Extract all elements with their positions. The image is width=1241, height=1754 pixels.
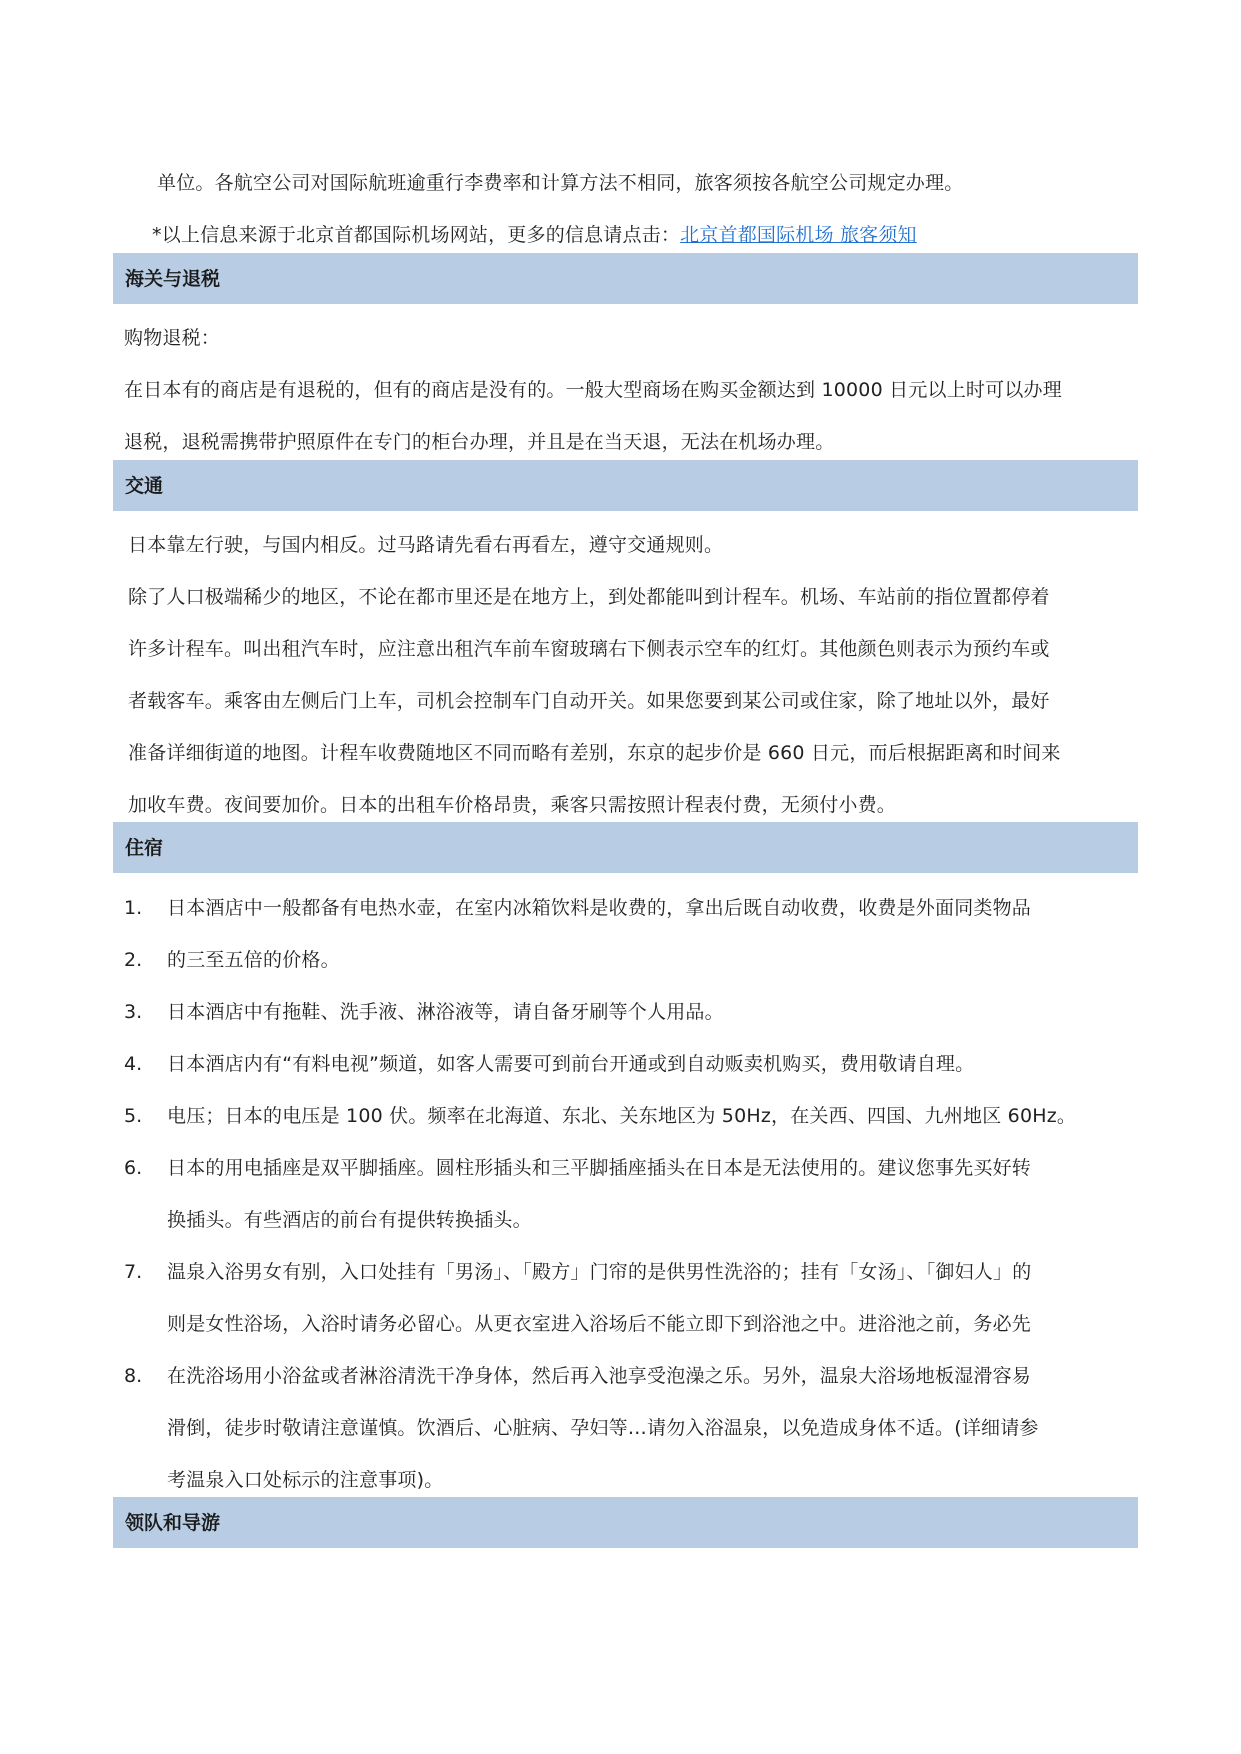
airport-guide-link[interactable]: 北京首都国际机场 旅客须知 (680, 224, 917, 246)
section-header-lodging (113, 822, 1138, 873)
customs-line: 在日本有的商店是有退税的，但有的商店是没有的。一般大型商场在购买金额达到 10000 日元以上时可以办理 (124, 379, 1062, 401)
list-number: 7. (124, 1261, 143, 1283)
list-item: 日本酒店中一般都备有电热水壶，在室内冰箱饮料是收费的，拿出后既自动收费，收费是外面同类物品 (167, 897, 1032, 919)
list-item: 在洗浴场用小浴盆或者淋浴清洗干净身体，然后再入池享受泡澡之乐。另外，温泉大浴场地板湿滑容易 (167, 1365, 1032, 1387)
traffic-line: 除了人口极端稀少的地区，不论在都市里还是在地方上，到处都能叫到计程车。机场、车站前的指位置都停着 (128, 586, 1050, 608)
list-item-continuation: 考温泉入口处标示的注意事项)。 (167, 1469, 444, 1491)
list-item: 日本的用电插座是双平脚插座。圆柱形插头和三平脚插座插头在日本是无法使用的。建议您事先买好转 (167, 1157, 1032, 1179)
traffic-line: 准备详细街道的地图。计程车收费随地区不同而略有差别，东京的起步价是 660 日元，而后根据距离和时间来 (128, 742, 1061, 764)
list-item: 温泉入浴男女有别，入口处挂有「男汤」、「殿方」门帘的是供男性洗浴的；挂有「女汤」、「御妇人」的 (167, 1261, 1032, 1283)
section-title-guides: 领队和导游 (125, 1512, 221, 1534)
traffic-line: 者载客车。乘客由左侧后门上车，司机会控制车门自动开关。如果您要到某公司或住家，除了地址以外，最好 (128, 690, 1050, 712)
traffic-line: 许多计程车。叫出租汽车时，应注意出租汽车前车窗玻璃右下侧表示空车的红灯。其他颜色则表示为预约车或 (128, 638, 1050, 660)
list-number: 6. (124, 1157, 143, 1179)
section-title-lodging: 住宿 (125, 837, 164, 859)
section-header-guides (113, 1497, 1138, 1548)
traffic-line: 加收车费。夜间要加价。日本的出租车价格昂贵，乘客只需按照计程表付费，无须付小费。 (128, 794, 897, 816)
section-header-traffic (113, 460, 1138, 511)
section-title-customs: 海关与退税 (125, 268, 221, 290)
traffic-line: 日本靠左行驶，与国内相反。过马路请先看右再看左，遵守交通规则。 (128, 534, 724, 556)
list-item: 的三至五倍的价格。 (167, 949, 340, 971)
list-item-continuation: 则是女性浴场，入浴时请务必留心。从更衣室进入浴场后不能立即下到浴池之中。进浴池之前，务必先 (167, 1313, 1032, 1335)
list-number: 5. (124, 1105, 143, 1127)
list-item: 电压；日本的电压是 100 伏。频率在北海道、东北、关东地区为 50Hz，在关西、四国、九州地区 60Hz。 (167, 1105, 1077, 1127)
list-number: 3. (124, 1001, 143, 1023)
list-item-continuation: 滑倒，徒步时敬请注意谨慎。饮酒后、心脏病、孕妇等…请勿入浴温泉，以免造成身体不适。(详细请参 (167, 1417, 1039, 1439)
list-number: 1. (124, 897, 143, 919)
section-title-traffic: 交通 (125, 475, 164, 497)
source-note: *以上信息来源于北京首都国际机场网站，更多的信息请点击： (152, 224, 681, 246)
list-number: 2. (124, 949, 143, 971)
list-number: 4. (124, 1053, 143, 1075)
list-item: 日本酒店内有“有料电视”频道，如客人需要可到前台开通或到自动贩卖机购买，费用敬请自理。 (167, 1053, 975, 1075)
list-item: 日本酒店中有拖鞋、洗手液、淋浴液等，请自备牙刷等个人用品。 (167, 1001, 724, 1023)
customs-line: 退税，退税需携带护照原件在专门的柜台办理，并且是在当天退，无法在机场办理。 (124, 431, 835, 453)
customs-line: 购物退税： (124, 327, 221, 349)
list-item-continuation: 换插头。有些酒店的前台有提供转换插头。 (167, 1209, 532, 1231)
list-number: 8. (124, 1365, 143, 1387)
section-header-customs (113, 253, 1138, 304)
intro-line-2 (152, 222, 917, 248)
intro-line-1: 单位。各航空公司对国际航班逾重行李费率和计算方法不相同，旅客须按各航空公司规定办理。 (157, 172, 964, 194)
